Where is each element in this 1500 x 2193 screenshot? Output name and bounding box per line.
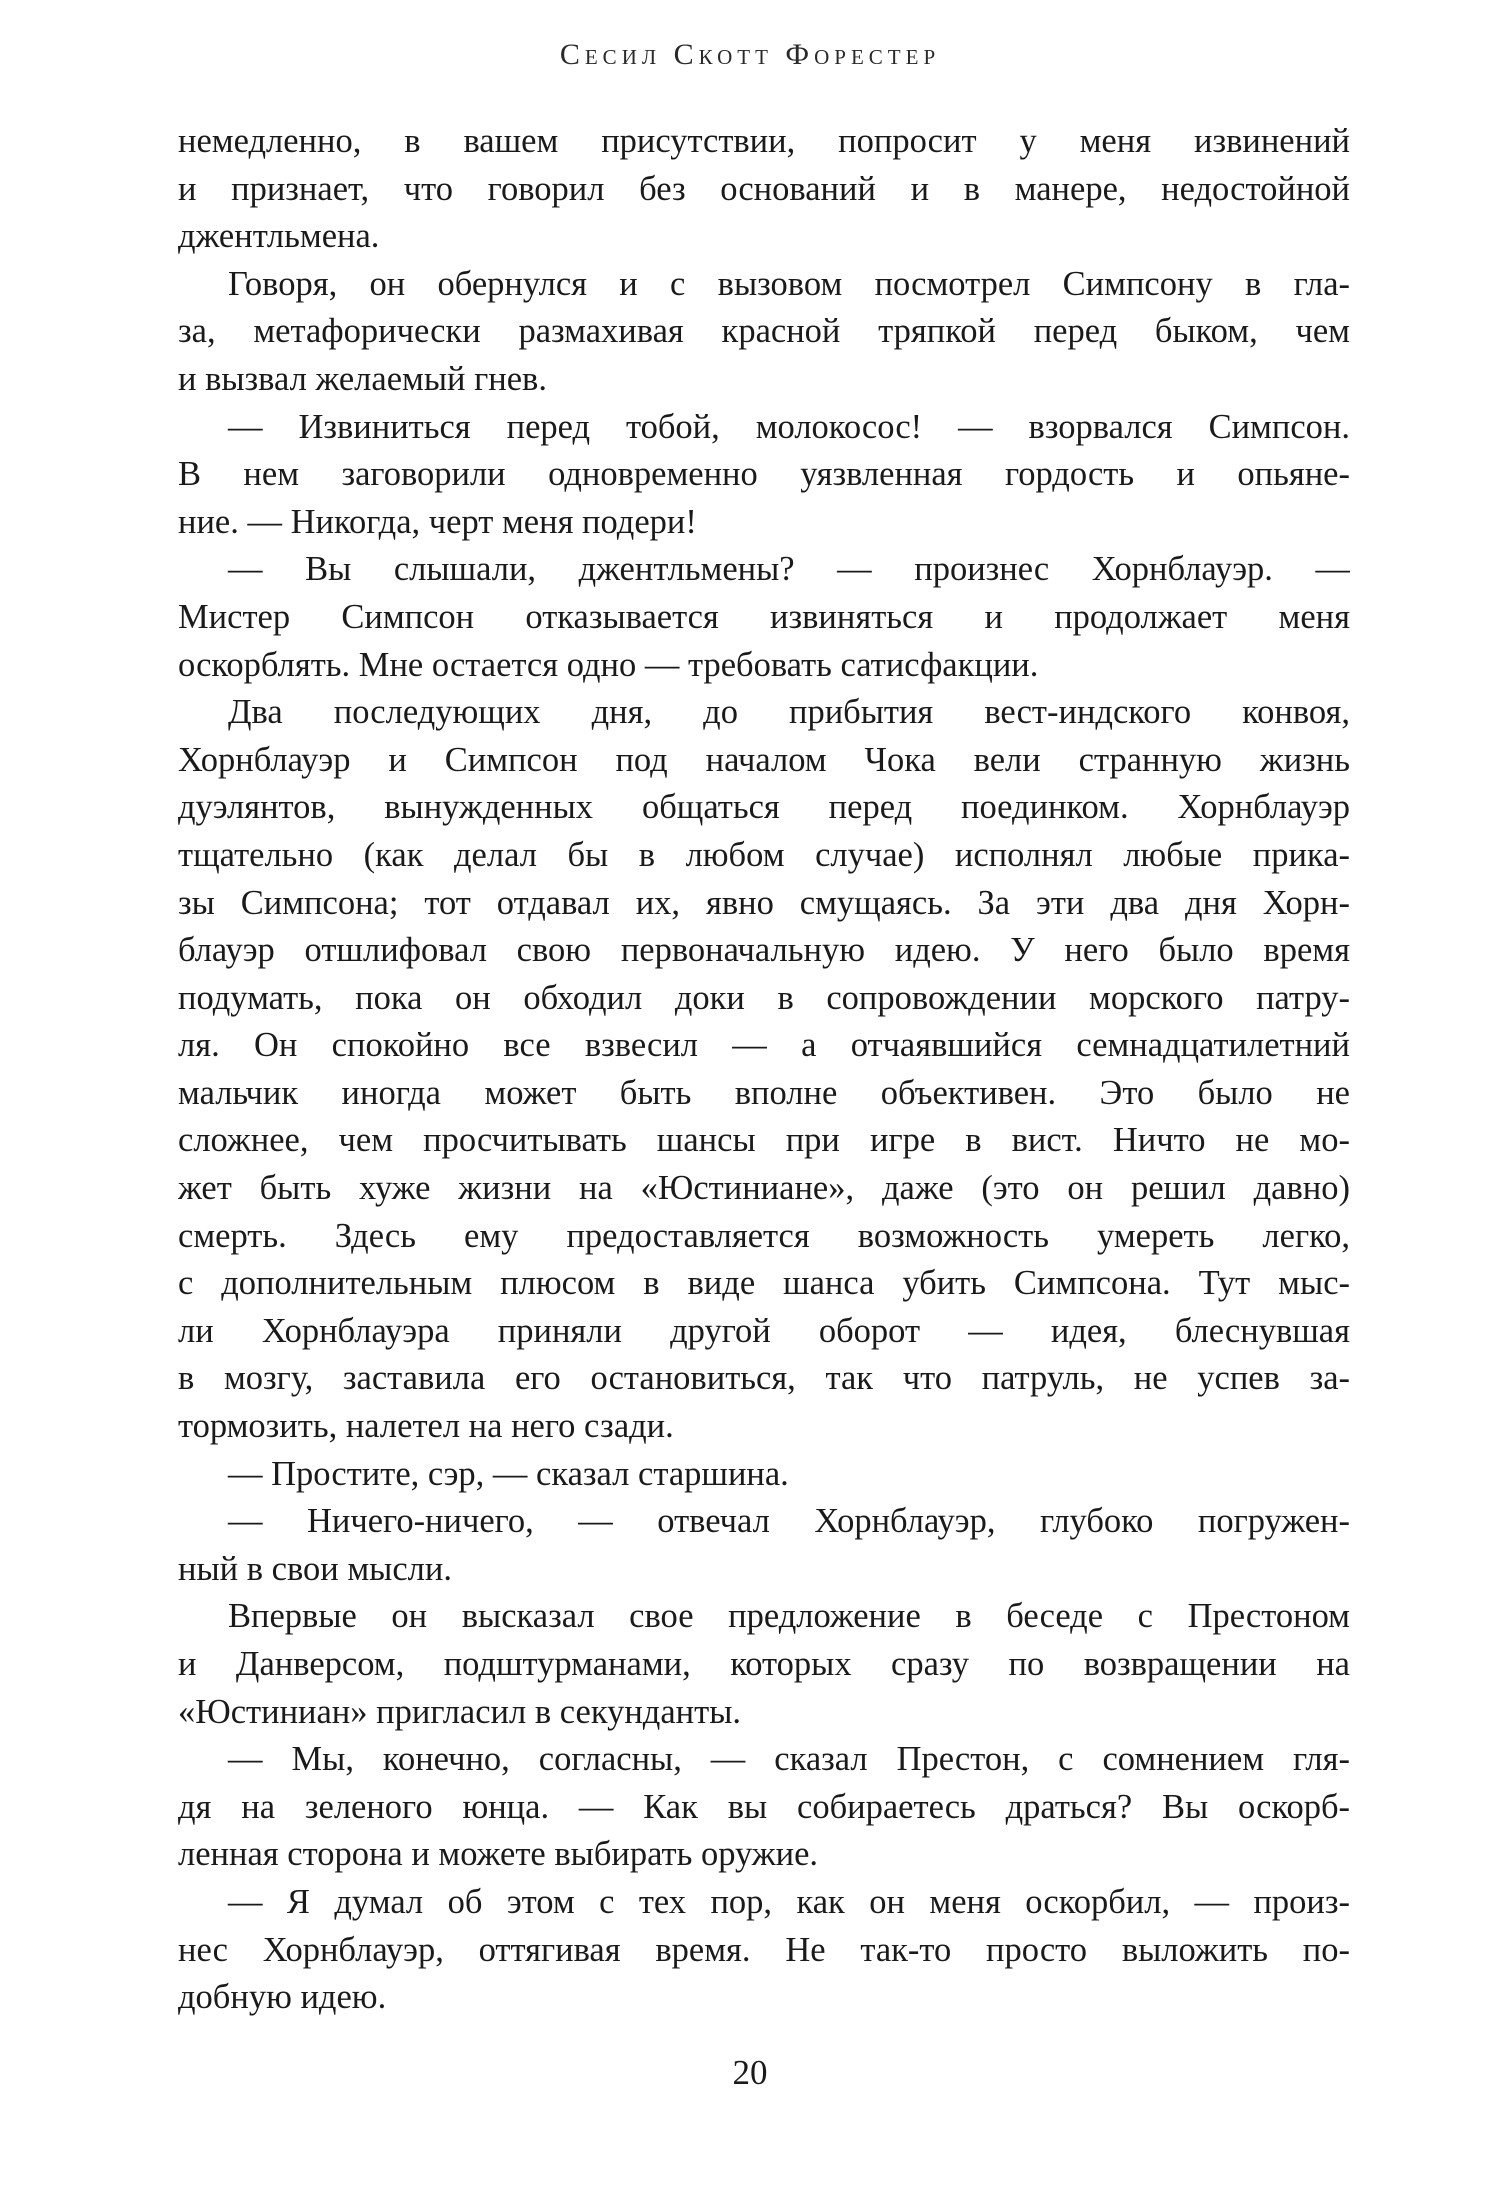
text-line: «Юстиниан» пригласил в секунданты. xyxy=(178,1692,742,1731)
text-line: — Ничего-ничего, — отвечал Хорнблауэр, глубоко погружен- xyxy=(228,1502,1350,1541)
text-line: ля. Он спокойно все взвесил — а отчаявшийся семнадцатилетний xyxy=(178,1026,1350,1065)
text-line: в мозгу, заставила его остановиться, так что патруль, не успев за- xyxy=(178,1359,1350,1398)
text-line: оскорблять. Мне остается одно — требовать сатисфакции. xyxy=(178,645,1039,684)
text-line: тормозить, налетел на него сзади. xyxy=(178,1407,674,1446)
text-line: зы Симпсона; тот отдавал их, явно смущаясь. За эти два дня Хорн- xyxy=(178,883,1350,922)
text-line: дя на зеленого юнца. — Как вы собираетесь драться? Вы оскорб- xyxy=(178,1787,1350,1826)
text-line: смерть. Здесь ему предоставляется возможность умереть легко, xyxy=(178,1216,1350,1255)
text-line: В нем заговорили одновременно уязвленная гордость и опьяне- xyxy=(178,455,1350,494)
text-line: с дополнительным плюсом в виде шанса убить Симпсона. Тут мыс- xyxy=(178,1264,1350,1303)
text-line: мальчик иногда может быть вполне объективен. Это было не xyxy=(178,1073,1350,1112)
text-line: и Данверсом, подштурманами, которых сразу по возвращении на xyxy=(178,1645,1350,1683)
text-line: немедленно, в вашем присутствии, попросит у меня извинений xyxy=(178,122,1350,160)
text-line: добную идею. xyxy=(178,1978,387,2017)
text-line: — Мы, конечно, согласны, — сказал Престон, с сомнением гля- xyxy=(228,1740,1350,1779)
text-line: Хорнблауэр и Симпсон под началом Чока вели странную жизнь xyxy=(178,740,1350,779)
text-line: жет быть хуже жизни на «Юстиниане», даже (это он решил давно) xyxy=(178,1169,1350,1208)
text-line: тщательно (как делал бы в любом случае) исполнял любые прика- xyxy=(178,835,1350,874)
text-line: ный в свои мысли. xyxy=(178,1549,452,1588)
text-line: за, метафорически размахивая красной тряпкой перед быком, чем xyxy=(178,312,1350,351)
text-line: ли Хорнблауэра приняли другой оборот — идея, блеснувшая xyxy=(178,1311,1350,1350)
text-line: Два последующих дня, до прибытия вест-индского конвоя, xyxy=(228,693,1350,732)
text-line: Мистер Симпсон отказывается извиняться и продолжает меня xyxy=(178,597,1350,636)
text-line: подумать, пока он обходил доки в сопровождении морского патру- xyxy=(178,978,1350,1017)
text-line: джентльмена. xyxy=(178,217,380,256)
text-line: сложнее, чем просчитывать шансы при игре в вист. Ничто не мо- xyxy=(178,1121,1350,1160)
text-line: Впервые он высказал свое предложение в беседе с Престоном xyxy=(228,1597,1350,1636)
body-text xyxy=(178,118,1350,2022)
text-line: дуэлянтов, вынужденных общаться перед поединком. Хорнблауэр xyxy=(178,788,1350,827)
text-line: — Простите, сэр, — сказал старшина. xyxy=(228,1454,789,1493)
text-line: ние. — Никогда, черт меня подери! xyxy=(178,502,697,541)
page-number: 20 xyxy=(732,2053,768,2092)
text-line: ленная сторона и можете выбирать оружие. xyxy=(178,1835,819,1874)
text-line: и вызвал желаемый гнев. xyxy=(178,359,547,398)
text-line: и признает, что говорил без оснований и в манере, недостойной xyxy=(178,169,1350,208)
text-line: нес Хорнблауэр, оттягивая время. Не так-то просто выложить по- xyxy=(178,1930,1350,1969)
text-line: — Я думал об этом с тех пор, как он меня оскорбил, — произ- xyxy=(228,1882,1350,1921)
running-header: Сесил Скотт Форестер xyxy=(559,38,941,71)
text-line: — Вы слышали, джентльмены? — произнес Хорнблауэр. — xyxy=(228,550,1350,589)
text-line: Говоря, он обернулся и с вызовом посмотрел Симпсону в гла- xyxy=(228,264,1350,303)
text-line: блауэр отшлифовал свою первоначальную идею. У него было время xyxy=(178,931,1350,970)
text-line: — Извиниться перед тобой, молокосос! — взорвался Симпсон. xyxy=(228,407,1350,446)
